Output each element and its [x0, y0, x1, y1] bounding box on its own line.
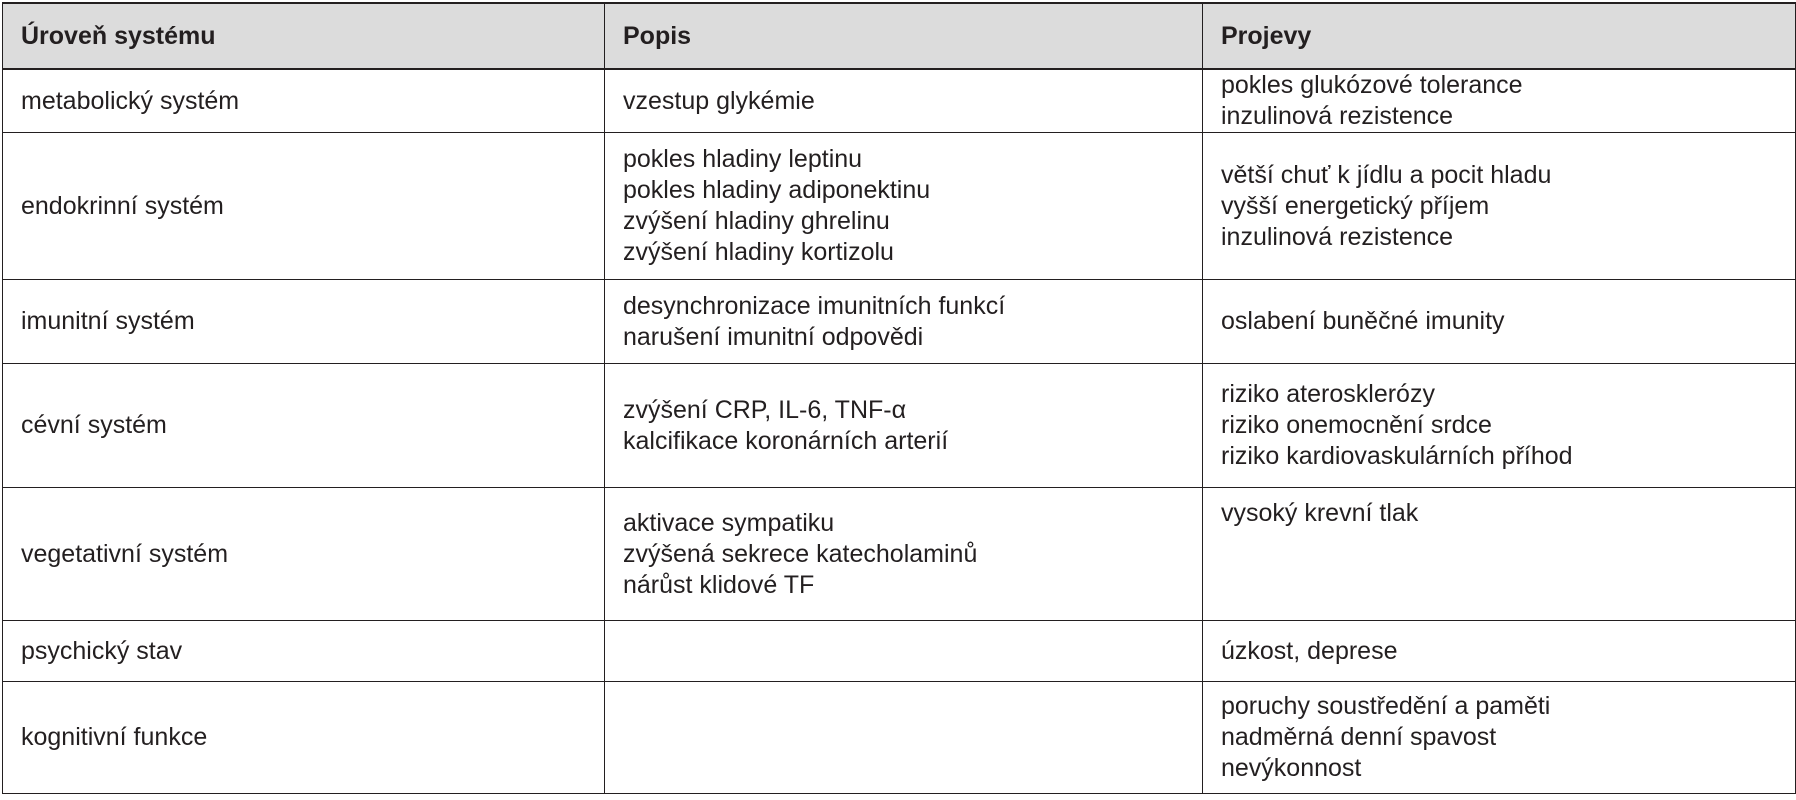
table-row — [3, 133, 1796, 280]
projevy-line: úzkost, deprese — [1221, 636, 1398, 665]
table-row — [3, 621, 1796, 682]
cell-projevy — [1203, 280, 1796, 364]
popis-line: nárůst klidové TF — [623, 570, 815, 599]
table-row — [3, 682, 1796, 794]
level-text: psychický stav — [21, 636, 183, 665]
projevy-line: riziko kardiovaskulárních příhod — [1221, 442, 1573, 470]
cell-projevy — [1203, 364, 1796, 488]
popis-line: pokles hladiny leptinu — [623, 145, 863, 173]
popis-line: pokles hladiny adiponektinu — [623, 176, 931, 204]
cell-projevy — [1203, 133, 1796, 280]
cell-level — [3, 364, 605, 488]
table-row — [3, 280, 1796, 364]
header-popis: Popis — [605, 3, 1203, 69]
cell-popis-empty — [605, 621, 1203, 682]
popis-line: zvýšení hladiny kortizolu — [623, 238, 894, 266]
level-text: cévní systém — [21, 411, 167, 439]
table-row — [3, 364, 1796, 488]
cell-projevy — [1203, 488, 1796, 621]
cell-level — [3, 488, 605, 621]
popis-line: zvýšení hladiny ghrelinu — [623, 207, 890, 235]
projevy-line: riziko aterosklerózy — [1221, 380, 1435, 408]
cell-popis — [605, 488, 1203, 621]
popis-line: vzestup glykémie — [623, 86, 815, 115]
projevy-line: vysoký krevní tlak — [1221, 499, 1419, 527]
cell-level — [3, 133, 605, 280]
cell-popis — [605, 364, 1203, 488]
projevy-line: větší chuť k jídlu a pocit hladu — [1221, 160, 1552, 189]
level-text: imunitní systém — [21, 307, 195, 335]
cell-level — [3, 682, 605, 794]
header-uroven-systemu: Úroveň systému — [3, 3, 605, 69]
projevy-line: nevýkonnost — [1221, 754, 1362, 782]
cell-popis — [605, 133, 1203, 280]
popis-line: zvýšení CRP, IL-6, TNF-α — [623, 395, 907, 424]
systems-table — [2, 2, 1796, 794]
cell-popis — [605, 69, 1203, 133]
popis-line: zvýšená sekrece katecholaminů — [623, 539, 978, 568]
cell-level — [3, 621, 605, 682]
level-text: endokrinní systém — [21, 191, 224, 220]
cell-popis-empty — [605, 682, 1203, 794]
projevy-line: riziko onemocnění srdce — [1221, 411, 1492, 439]
projevy-line: inzulinová rezistence — [1221, 222, 1454, 251]
level-text: kognitivní funkce — [21, 723, 208, 751]
projevy-line: poruchy soustředění a paměti — [1221, 692, 1551, 720]
popis-line: kalcifikace koronárních arterií — [623, 426, 949, 455]
cell-level — [3, 69, 605, 133]
cell-projevy — [1203, 621, 1796, 682]
header-projevy: Projevy — [1203, 3, 1796, 69]
table-header — [3, 3, 1796, 69]
projevy-line: vyšší energetický příjem — [1221, 191, 1490, 220]
projevy-line: inzulinová rezistence — [1221, 102, 1454, 130]
popis-line: aktivace sympatiku — [623, 508, 835, 537]
projevy-line: nadměrná denní spavost — [1221, 723, 1497, 751]
popis-line: narušení imunitní odpovědi — [623, 322, 924, 351]
popis-line: desynchronizace imunitních funkcí — [623, 291, 1006, 320]
table-row — [3, 488, 1796, 621]
cell-popis — [605, 280, 1203, 364]
table-row — [3, 69, 1796, 133]
cell-projevy — [1203, 69, 1796, 133]
header-row — [3, 3, 1796, 69]
cell-level — [3, 280, 605, 364]
table-body — [3, 69, 1796, 794]
projevy-line: pokles glukózové tolerance — [1221, 71, 1523, 99]
projevy-line: oslabení buněčné imunity — [1221, 307, 1505, 335]
level-text: vegetativní systém — [21, 539, 229, 568]
cell-projevy — [1203, 682, 1796, 794]
level-text: metabolický systém — [21, 86, 240, 115]
